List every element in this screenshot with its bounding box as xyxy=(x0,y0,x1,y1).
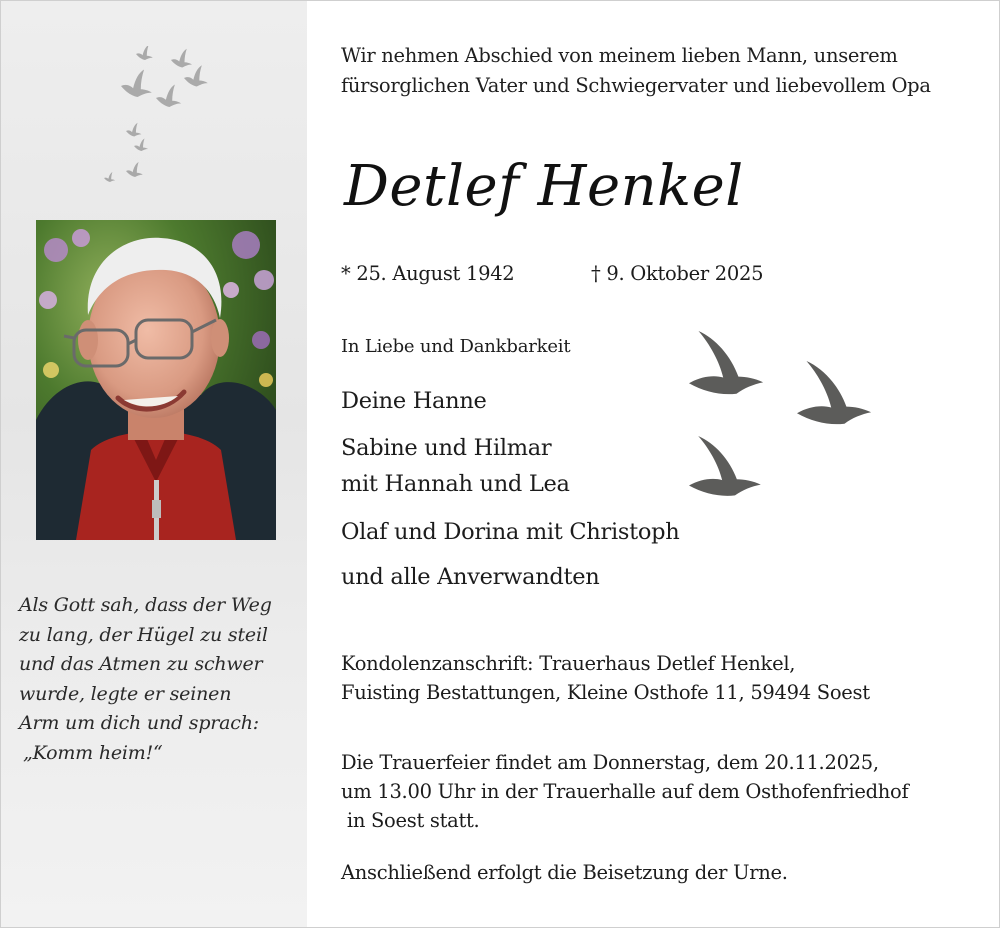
portrait-photo xyxy=(36,220,276,540)
mourner-family-line: Sabine und Hilmar xyxy=(341,435,552,461)
birds-icon xyxy=(689,326,879,496)
intro-line: fürsorglichen Vater und Schwiegervater und liebevollem Opa xyxy=(341,74,931,97)
poem-line: wurde, legte er seinen xyxy=(19,682,232,705)
sidebar-panel xyxy=(1,1,307,928)
poem-line: „Komm heim!“ xyxy=(23,741,163,764)
birth-date: * 25. August 1942 xyxy=(341,262,515,285)
poem-line: Als Gott sah, dass der Weg xyxy=(19,594,272,616)
funeral-line: um 13.00 Uhr in der Trauerhalle auf dem Osthofenfriedhof xyxy=(341,780,909,803)
mourner-family-line: Olaf und Dorina mit Christoph xyxy=(341,519,680,545)
burial-info: Anschließend erfolgt die Beisetzung der Urne. xyxy=(341,861,788,884)
poem-line: Arm um dich und sprach: xyxy=(19,712,259,734)
intro-text xyxy=(341,41,981,101)
mourner-relatives: und alle Anverwandten xyxy=(341,564,600,590)
condolence-line: Fuisting Bestattungen, Kleine Osthofe 11, 59494 Soest xyxy=(341,681,870,704)
death-date: † 9. Oktober 2025 xyxy=(591,262,764,285)
intro-line: Wir nehmen Abschied von meinem lieben Mann, unserem xyxy=(341,44,898,67)
poem-line: und das Atmen zu schwer xyxy=(19,653,263,675)
poem-line: zu lang, der Hügel zu steil xyxy=(19,623,268,646)
funeral-line: Die Trauerfeier findet am Donnerstag, dem 20.11.2025, xyxy=(341,751,879,774)
condolence-address xyxy=(341,649,870,707)
main-content xyxy=(341,1,991,928)
deceased-name: Detlef Henkel xyxy=(344,154,744,219)
flock-of-birds-icon xyxy=(96,46,226,191)
poem xyxy=(19,591,304,768)
mourners-heading: In Liebe und Dankbarkeit xyxy=(341,336,571,357)
mourner-family-line: mit Hannah und Lea xyxy=(341,471,570,497)
mourner-spouse: Deine Hanne xyxy=(341,388,487,414)
condolence-line: Kondolenzanschrift: Trauerhaus Detlef Henkel, xyxy=(341,652,796,675)
funeral-line: in Soest statt. xyxy=(341,809,480,832)
funeral-info xyxy=(341,748,908,835)
